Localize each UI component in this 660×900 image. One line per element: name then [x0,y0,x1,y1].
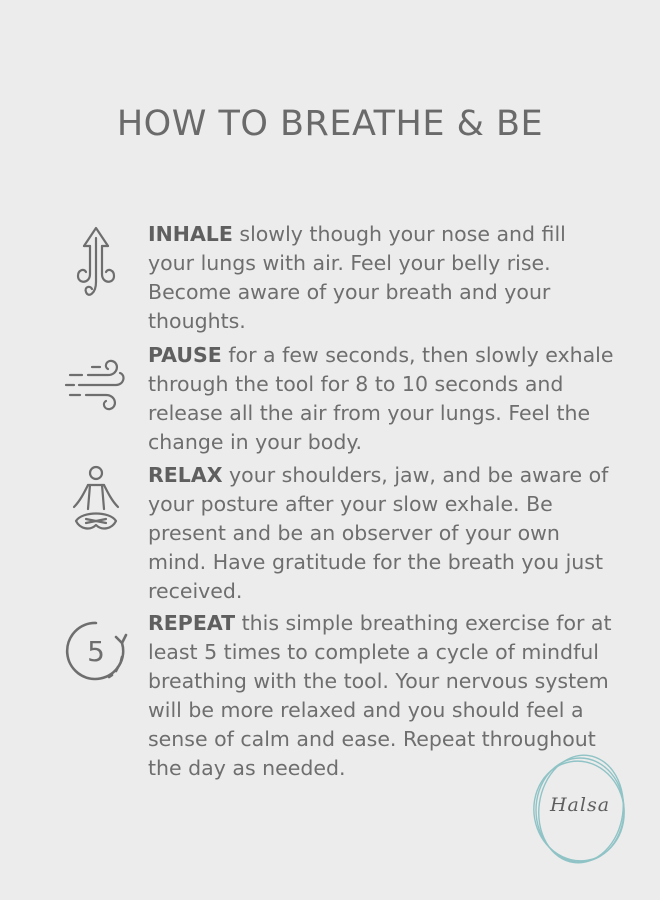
step-description: your shoulders, jaw, and be aware of your posture after your slow exhale. Be present and be an observer of your own mind. Have gratitude for the breath you just received. [148,463,609,603]
repeat-digit: 5 [87,635,105,668]
wind-exhale-icon [62,345,130,425]
inhale-arrow-icon [62,222,130,302]
step-inhale-text [148,220,618,336]
repeat-five-icon [62,613,130,693]
step-description: for a few seconds, then slowly exhale through the tool for 8 to 10 seconds and release all the air from your lungs. Feel the change in your body. [148,343,614,454]
halsa-logo [530,752,630,868]
step-description: this simple breathing exercise for at least 5 times to complete a cycle of mindful breathing with the tool. Your nervous system will be more relaxed and you should feel a sense of calm and ease. Repeat throughout the day as needed. [148,611,612,780]
meditation-person-icon [62,463,130,543]
step-relax-text [148,461,618,606]
step-keyword: RELAX [148,463,223,487]
page-title: HOW TO BREATHE & BE [116,104,544,144]
step-keyword: REPEAT [148,611,236,635]
step-pause-text [148,341,618,457]
logo-wordmark: Halsa [549,794,611,816]
step-keyword: INHALE [148,222,233,246]
step-description: slowly though your nose and fill your lungs with air. Feel your belly rise. Become aware of your breath and your thoughts. [148,222,566,333]
step-keyword: PAUSE [148,343,222,367]
